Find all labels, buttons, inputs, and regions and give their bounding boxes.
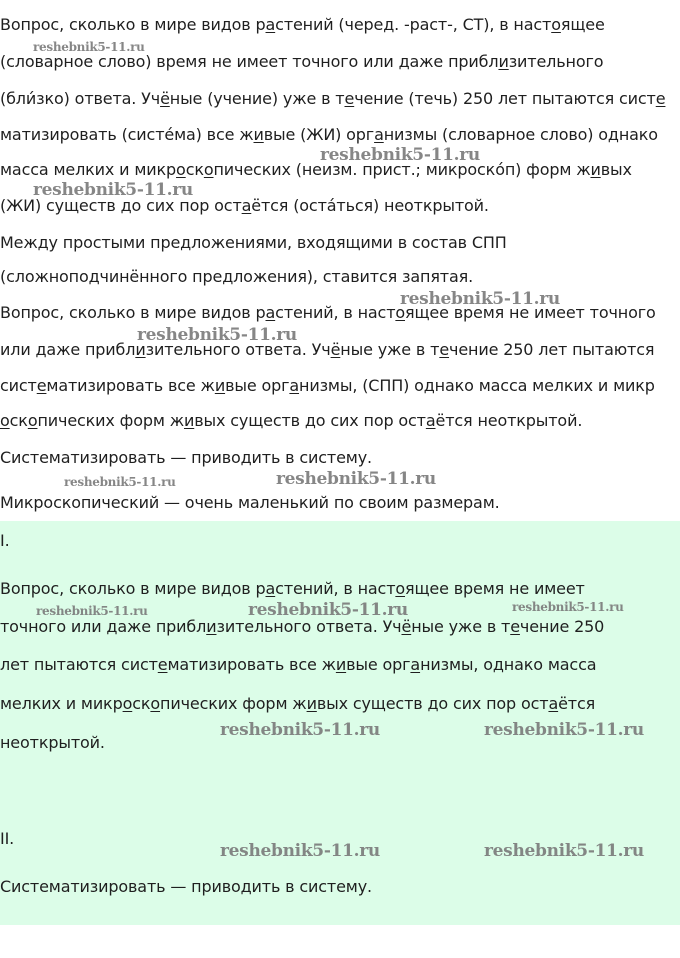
watermark: reshebnik5-11.ru: [512, 600, 624, 614]
text-line: (бли́зко) ответа. Учёные (учение) уже в течение (течь) 250 лет пытаются систе: [0, 89, 666, 108]
text-line: лет пытаются систематизировать все живые организмы, однако масса: [0, 655, 597, 674]
text-line: Систематизировать — приводить в систему.: [0, 448, 372, 467]
watermark: reshebnik5-11.ru: [64, 475, 176, 489]
watermark: reshebnik5-11.ru: [33, 180, 193, 200]
text-line: Вопрос, сколько в мире видов растений, в настоящее время не имеет точного: [0, 303, 656, 322]
text-line: Между простыми предложениями, входящими в состав СПП: [0, 233, 507, 252]
text-line: или даже приблизительного ответа. Учёные уже в течение 250 лет пытаются: [0, 340, 655, 359]
watermark: reshebnik5-11.ru: [36, 604, 148, 618]
text-line: неоткрытой.: [0, 733, 105, 752]
text-line: Микроскопический — очень маленький по своим размерам.: [0, 493, 500, 512]
watermark: reshebnik5-11.ru: [137, 325, 297, 345]
watermark: reshebnik5-11.ru: [220, 720, 380, 740]
text-line: (словарное слово) время не имеет точного или даже приблизительного: [0, 52, 604, 71]
text-line: систематизировать все живые организмы, (СПП) однако масса мелких и микр: [0, 376, 655, 395]
section-marker-two: II.: [0, 829, 15, 848]
text-line: оскопических форм живых существ до сих пор остаётся неоткрытой.: [0, 411, 583, 430]
watermark: reshebnik5-11.ru: [320, 145, 480, 165]
watermark: reshebnik5-11.ru: [484, 841, 644, 861]
section-marker-one: I.: [0, 531, 10, 550]
text-line: масса мелких и микроскопических (неизм. прист.; микроско́п) форм живых: [0, 160, 632, 179]
text-line: (ЖИ) существ до сих пор остаётся (оста́ться) неоткрытой.: [0, 196, 489, 215]
text-line: Вопрос, сколько в мире видов растений, в настоящее время не имеет: [0, 579, 585, 598]
text-line: матизировать (систе́ма) все живые (ЖИ) организмы (словарное слово) однако: [0, 125, 658, 144]
text-line: Вопрос, сколько в мире видов растений (черед. -раст-, СТ), в настоящее: [0, 15, 605, 34]
text-line: мелких и микроскопических форм живых существ до сих пор остаётся: [0, 694, 596, 713]
text-line: точного или даже приблизительного ответа. Учёные уже в течение 250: [0, 617, 605, 636]
watermark: reshebnik5-11.ru: [220, 841, 380, 861]
watermark: reshebnik5-11.ru: [33, 40, 145, 54]
watermark: reshebnik5-11.ru: [400, 289, 560, 309]
watermark: reshebnik5-11.ru: [248, 600, 408, 620]
text-line: Систематизировать — приводить в систему.: [0, 877, 372, 896]
watermark: reshebnik5-11.ru: [276, 469, 436, 489]
text-line: (сложноподчинённого предложения), ставится запятая.: [0, 267, 474, 286]
watermark: reshebnik5-11.ru: [484, 720, 644, 740]
